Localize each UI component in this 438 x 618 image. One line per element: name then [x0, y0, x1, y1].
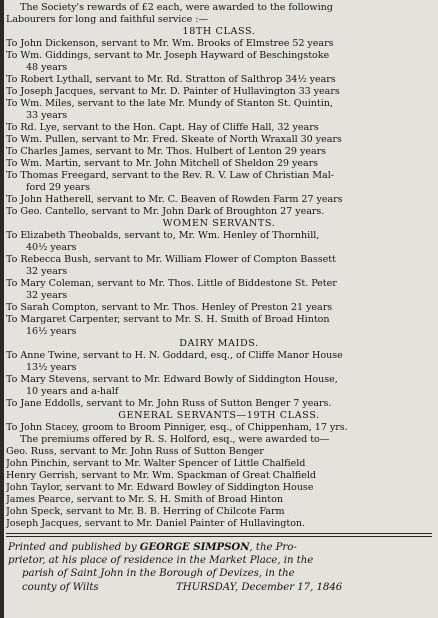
imprint-line — [8, 541, 432, 554]
award-entry — [6, 98, 432, 122]
award-entry-line: To Charles James, servant to Mr. Thos. Hulbert of Lenton 29 years — [6, 146, 327, 157]
award-entry-line: To Thomas Freegard, servant to the Rev. R. V. Law of Christian Mal- — [6, 170, 334, 181]
award-entry-line: To Wm. Martin, servant to Mr. John Mitchell of Sheldon 29 years — [6, 158, 319, 169]
premium-recipient: Henry Gerrish, servant to Mr. Wm. Spackman of Great Chalfield — [6, 470, 317, 481]
award-entry — [6, 122, 432, 134]
intro-line: Labourers for long and faithful service :— — [6, 14, 208, 25]
award-entry-continuation: 32 years — [26, 290, 68, 301]
award-entry-continuation: 33 years — [26, 110, 68, 121]
award-entry — [6, 314, 432, 338]
award-entry-continuation: 32 years — [26, 266, 68, 277]
imprint-line: prietor, at his place of residence in the Market Place, in the — [8, 555, 314, 567]
award-entry-line: To Wm. Pullen, servant to Mr. Fred. Skeate of North Wraxall 30 years — [6, 134, 342, 145]
premium-recipient: Geo. Russ, servant to Mr. John Russ of Sutton Benger — [6, 446, 264, 457]
award-entry — [6, 422, 432, 434]
award-sections — [6, 26, 432, 434]
award-entry — [6, 50, 432, 74]
imprint-text: , the Pro- — [249, 542, 297, 553]
intro-paragraph — [6, 2, 432, 26]
award-entry — [6, 146, 432, 158]
award-entry — [6, 170, 432, 194]
award-entry-line: To Elizabeth Theobalds, servant to, Mr. Wm. Henley of Thornhill, — [6, 230, 320, 241]
award-entry-line: To Anne Twine, servant to H. N. Goddard, esq., of Cliffe Manor House — [6, 350, 343, 361]
premiums-intro: The premiums offered by R. S. Holford, esq., were awarded to— — [20, 434, 330, 445]
publisher-name: GEORGE SIMPSON — [139, 541, 250, 553]
award-entry-continuation: 13½ years — [26, 362, 77, 373]
award-entry-continuation: 10 years and a-half — [26, 386, 119, 397]
award-entry-line: To Wm. Miles, servant to the late Mr. Mundy of Stanton St. Quintin, — [6, 98, 333, 109]
premium-recipient: John Taylor, servant to Mr. Edward Bowley of Siddington House — [6, 482, 314, 493]
award-entry — [6, 206, 432, 218]
award-entry-line: To Jane Eddolls, servant to Mr. John Russ of Sutton Benger 7 years. — [6, 398, 332, 409]
award-entry-line: To Joseph Jacques, servant to Mr. D. Painter of Hullavington 33 years — [6, 86, 340, 97]
premium-recipient: John Pinchin, servant to Mr. Walter Spencer of Little Chalfield — [6, 458, 306, 469]
award-entry — [6, 302, 432, 314]
section-heading: 18TH CLASS. — [182, 26, 256, 37]
award-entry — [6, 254, 432, 278]
award-entry-line: To John Dickenson, servant to Mr. Wm. Brooks of Elmstree 52 years — [6, 38, 334, 49]
award-entry-continuation: 16½ years — [26, 326, 77, 337]
award-entry-line: To Mary Coleman, servant to Mr. Thos. Little of Biddestone St. Peter — [6, 278, 337, 289]
award-entry — [6, 194, 432, 206]
intro-line: The Society's rewards of £2 each, were awarded to the following — [20, 2, 333, 13]
award-entry-line: To Margaret Carpenter, servant to Mr. S. H. Smith of Broad Hinton — [6, 314, 330, 325]
award-entry — [6, 374, 432, 398]
section-heading: DAIRY MAIDS. — [179, 338, 259, 349]
county-text: county of Wilts — [22, 581, 99, 593]
award-entry-line: To Rd. Lye, servant to the Hon. Capt. Hay of Cliffe Hall, 32 years — [6, 122, 319, 133]
award-entry — [6, 278, 432, 302]
award-entry-continuation: 40½ years — [26, 242, 77, 253]
award-entry-line: To Sarah Compton, servant to Mr. Thos. Henley of Preston 21 years — [6, 302, 333, 313]
award-entry-line: To Geo. Cantello, servant to Mr. John Dark of Broughton 27 years. — [6, 206, 325, 217]
award-entry — [6, 134, 432, 146]
imprint-text: Printed and published by — [8, 542, 140, 553]
imprint-line — [8, 581, 432, 594]
section-heading: GENERAL SERVANTS—19TH CLASS. — [118, 410, 320, 421]
award-entry — [6, 86, 432, 98]
award-entry — [6, 158, 432, 170]
award-entry-line: To John Hatherell, servant to Mr. C. Beaven of Rowden Farm 27 years — [6, 194, 343, 205]
award-entry-line: To Robert Lythall, servant to Mr. Rd. Stratton of Salthrop 34½ years — [6, 74, 336, 85]
award-entry — [6, 350, 432, 374]
imprint-line: parish of Saint John in the Borough of Devizes, in the — [22, 568, 295, 580]
double-rule — [6, 533, 432, 537]
premium-recipient: John Speck, servant to Mr. B. B. Herring of Chilcote Farm — [6, 506, 285, 517]
award-entry — [6, 398, 432, 410]
award-entry — [6, 74, 432, 86]
award-entry-line: To Mary Stevens, servant to Mr. Edward Bowly of Siddington House, — [6, 374, 338, 385]
premiums-list — [6, 446, 432, 530]
award-entry-continuation: ford 29 years — [26, 182, 91, 193]
award-entry — [6, 38, 432, 50]
premiums-block — [6, 434, 432, 530]
award-entry — [6, 230, 432, 254]
premium-recipient: James Pearce, servant to Mr. S. H. Smith of Broad Hinton — [6, 494, 283, 505]
imprint — [6, 541, 432, 594]
issue-date: THURSDAY, December 17, 1846 — [176, 581, 343, 593]
award-entry-continuation: 48 years — [26, 62, 68, 73]
section-heading: WOMEN SERVANTS. — [162, 218, 276, 229]
award-entry-line: To John Stacey, groom to Broom Pinniger, esq., of Chippenham, 17 yrs. — [6, 422, 348, 433]
award-entry-line: To Rebecca Bush, servant to Mr. William Flower of Compton Bassett — [6, 254, 336, 265]
premium-recipient: Joseph Jacques, servant to Mr. Daniel Painter of Hullavington. — [6, 518, 306, 529]
award-entry-line: To Wm. Giddings, servant to Mr. Joseph Hayward of Beschingstoke — [6, 50, 330, 61]
